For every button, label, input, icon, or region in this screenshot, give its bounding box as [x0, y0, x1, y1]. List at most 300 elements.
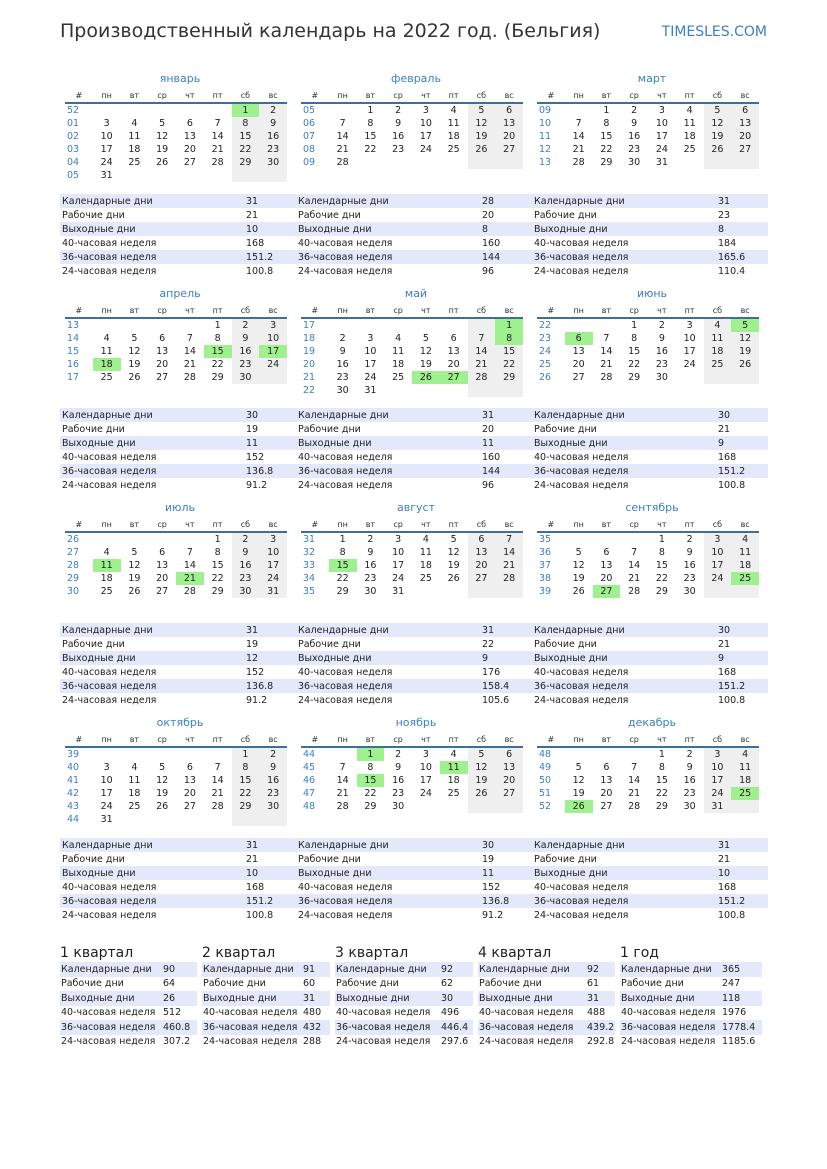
day-cell: 28	[600, 372, 613, 383]
stat-label: 24-часовая неделя	[298, 265, 393, 277]
week-number: 25	[539, 359, 552, 370]
stat-label: Выходные дни	[60, 436, 244, 450]
stat-label: Выходные дни	[296, 222, 480, 236]
day-cell: 8	[631, 333, 638, 344]
day-cell: 26	[128, 586, 141, 597]
week-number: 48	[303, 801, 316, 812]
day-cell: 6	[468, 532, 496, 546]
stat-value: 9	[716, 436, 768, 450]
day-cell: 9	[686, 547, 693, 558]
weekday-header: чт	[648, 304, 676, 318]
day-cell: 21	[628, 573, 641, 584]
day-cell: 2	[631, 105, 638, 116]
stat-value: 307.2	[163, 1036, 191, 1048]
site-link[interactable]: TIMESLES.COM	[661, 24, 767, 40]
day-cell: 30	[364, 586, 377, 597]
weekday-header: пн	[329, 518, 357, 532]
stat-label: Выходные дни	[296, 866, 480, 880]
empty-cell	[259, 813, 287, 826]
day-cell: 17	[364, 359, 377, 370]
day-cell: 4	[731, 747, 759, 761]
day-cell: 10	[259, 546, 287, 559]
day-cell: 2	[339, 333, 346, 344]
day-cell: 14	[211, 775, 224, 786]
stat-label: Рабочие дни	[298, 423, 361, 435]
day-cell: 7	[186, 547, 193, 558]
stat-label: 24-часовая неделя	[479, 1036, 574, 1048]
stat-value: 21	[246, 209, 259, 221]
stat-label: Выходные дни	[60, 991, 159, 1006]
day-cell: 24	[704, 572, 732, 585]
stat-value: 31	[244, 838, 296, 852]
weekday-header: вс	[495, 733, 523, 747]
stat-label: Выходные дни	[60, 651, 244, 665]
day-cell: 31	[392, 586, 405, 597]
stat-label: Рабочие дни	[534, 638, 597, 650]
stat-label: Календарные дни	[296, 408, 480, 422]
day-cell: 20	[156, 573, 169, 584]
day-cell: 7	[631, 547, 638, 558]
stat-label: 36-часовая неделя	[60, 464, 244, 478]
day-cell: 15	[329, 559, 357, 572]
day-cell: 11	[447, 118, 460, 129]
day-cell: 15	[364, 131, 377, 142]
day-cell: 11	[731, 761, 759, 774]
stat-value: 158.4	[480, 679, 532, 693]
day-cell: 29	[655, 586, 668, 597]
day-cell: 15	[655, 560, 668, 571]
day-cell: 6	[603, 547, 610, 558]
day-cell: 21	[336, 788, 349, 799]
weekday-header: вт	[357, 89, 385, 103]
stat-label: 36-часовая неделя	[60, 894, 244, 908]
stat-value: 432	[299, 1020, 330, 1035]
day-cell: 15	[655, 775, 668, 786]
day-cell: 8	[603, 118, 610, 129]
day-cell: 6	[731, 103, 759, 117]
day-cell: 2	[658, 320, 665, 331]
stat-value: 100.8	[718, 479, 746, 491]
empty-cell	[148, 318, 176, 332]
stat-value: 91.2	[246, 694, 268, 706]
day-cell: 7	[495, 532, 523, 546]
day-cell: 5	[159, 762, 166, 773]
weekday-header: вс	[731, 89, 759, 103]
empty-cell	[565, 318, 593, 332]
stat-value: 91	[299, 962, 330, 977]
day-cell: 6	[159, 547, 166, 558]
day-cell: 19	[468, 130, 496, 143]
empty-cell	[676, 156, 704, 169]
stat-value: 168	[718, 451, 737, 463]
weekday-header: сб	[704, 304, 732, 318]
stat-label: 40-часовая неделя	[479, 1007, 574, 1019]
day-cell: 12	[468, 761, 496, 774]
day-cell: 30	[232, 585, 260, 598]
weekday-header: #	[65, 304, 93, 318]
day-cell: 5	[159, 118, 166, 129]
day-cell: 17	[259, 559, 287, 572]
day-cell: 12	[704, 117, 732, 130]
weekday-header: пт	[204, 518, 232, 532]
day-cell: 31	[655, 157, 668, 168]
stat-label: 24-часовая неделя	[62, 694, 157, 706]
stat-label: 36-часовая неделя	[532, 464, 716, 478]
day-cell: 6	[603, 762, 610, 773]
day-cell: 11	[683, 118, 696, 129]
stat-label: Рабочие дни	[621, 978, 684, 990]
day-cell: 8	[214, 547, 221, 558]
stat-value: 10	[716, 866, 768, 880]
day-cell: 16	[259, 774, 287, 787]
day-cell: 6	[186, 762, 193, 773]
day-cell: 23	[683, 573, 696, 584]
day-cell: 9	[259, 117, 287, 130]
day-cell: 18	[93, 358, 121, 371]
day-cell: 3	[259, 318, 287, 332]
empty-cell	[731, 800, 759, 813]
day-cell: 19	[156, 788, 169, 799]
stat-value: 100.8	[246, 265, 274, 277]
day-cell: 18	[731, 774, 759, 787]
week-number: 35	[539, 534, 552, 545]
stat-value: 12	[244, 651, 296, 665]
week-number: 01	[67, 118, 80, 129]
day-cell: 21	[495, 559, 523, 572]
day-cell: 4	[103, 333, 110, 344]
day-cell: 19	[128, 573, 141, 584]
stat-value: 247	[722, 978, 741, 990]
day-cell: 27	[183, 157, 196, 168]
day-cell: 6	[495, 747, 523, 761]
stat-value: 1185.6	[722, 1036, 756, 1048]
weekday-header: пт	[676, 733, 704, 747]
day-cell: 21	[211, 144, 224, 155]
day-cell: 5	[575, 547, 582, 558]
day-cell: 4	[704, 318, 732, 332]
day-cell: 17	[419, 131, 432, 142]
weekday-header: сб	[468, 518, 496, 532]
week-number: 10	[539, 118, 552, 129]
empty-cell	[440, 384, 468, 397]
day-cell: 24	[364, 372, 377, 383]
quarter-3	[335, 944, 473, 1049]
stat-value: 31	[244, 623, 296, 637]
weekday-header: чт	[648, 89, 676, 103]
week-number: 14	[67, 333, 80, 344]
day-cell: 7	[186, 333, 193, 344]
stat-value: 19	[482, 853, 495, 865]
stat-label: 40-часовая неделя	[298, 237, 393, 249]
empty-cell	[384, 156, 412, 169]
empty-cell	[357, 318, 385, 332]
weekday-header: пн	[565, 518, 593, 532]
month-name: ноябрь	[395, 716, 437, 729]
empty-cell	[121, 532, 149, 546]
stat-label: Рабочие дни	[62, 209, 125, 221]
stat-label: Календарные дни	[532, 408, 716, 422]
empty-cell	[565, 532, 593, 546]
day-cell: 5	[731, 318, 759, 332]
stat-value: 19	[246, 423, 259, 435]
day-cell: 22	[232, 143, 260, 156]
month-name: июнь	[636, 287, 668, 300]
stat-value: 31	[244, 194, 296, 208]
stat-value: 30	[716, 408, 768, 422]
month-7	[65, 501, 295, 598]
empty-cell	[204, 813, 232, 826]
day-cell: 28	[468, 371, 496, 384]
week-number: 23	[539, 333, 552, 344]
month-stats	[532, 838, 768, 922]
stat-value: 60	[303, 978, 316, 990]
day-cell: 11	[440, 761, 468, 774]
month-stats	[296, 194, 532, 278]
stat-label: Календарные дни	[532, 194, 716, 208]
day-cell: 8	[339, 547, 346, 558]
stat-label: 36-часовая неделя	[620, 1020, 718, 1035]
month-name: апрель	[159, 287, 201, 300]
stat-label: Выходные дни	[202, 991, 299, 1006]
day-cell: 23	[628, 144, 641, 155]
day-cell: 3	[422, 105, 429, 116]
day-cell: 16	[683, 775, 696, 786]
weekday-header: вс	[731, 733, 759, 747]
stat-label: 36-часовая неделя	[532, 679, 716, 693]
day-cell: 19	[156, 144, 169, 155]
day-cell: 27	[600, 801, 613, 812]
day-cell: 14	[336, 131, 349, 142]
weekday-header: пт	[440, 518, 468, 532]
day-cell: 7	[603, 333, 610, 344]
weekday-header: #	[537, 304, 565, 318]
weekday-header: чт	[648, 518, 676, 532]
weekday-header: #	[65, 518, 93, 532]
day-cell: 16	[259, 130, 287, 143]
day-cell: 31	[704, 800, 732, 813]
weekday-header: чт	[412, 89, 440, 103]
week-number: 16	[67, 359, 80, 370]
day-cell: 10	[683, 333, 696, 344]
empty-cell	[204, 747, 232, 761]
month-name: февраль	[391, 72, 441, 85]
week-number: 06	[303, 118, 316, 129]
day-cell: 14	[628, 560, 641, 571]
stat-label: 24-часовая неделя	[62, 909, 157, 921]
day-cell: 12	[419, 346, 432, 357]
day-cell: 22	[655, 788, 668, 799]
stat-value: 91.2	[482, 909, 504, 921]
day-cell: 20	[495, 130, 523, 143]
weekday-header: пт	[440, 304, 468, 318]
weekday-header: пт	[204, 733, 232, 747]
empty-cell	[204, 103, 232, 117]
weekday-header: ср	[384, 518, 412, 532]
weekday-header: пн	[93, 304, 121, 318]
day-cell: 19	[128, 359, 141, 370]
stat-value: 30	[716, 623, 768, 637]
day-cell: 5	[131, 333, 138, 344]
quarter-5	[620, 944, 762, 1049]
weekday-header: вт	[121, 89, 149, 103]
day-cell: 8	[214, 333, 221, 344]
day-cell: 1	[339, 534, 346, 545]
day-cell: 9	[367, 547, 374, 558]
day-cell: 30	[628, 157, 641, 168]
week-number: 49	[539, 762, 552, 773]
day-cell: 25	[128, 801, 141, 812]
stat-value: 30	[437, 991, 473, 1006]
day-cell: 26	[412, 371, 440, 384]
day-cell: 19	[731, 345, 759, 358]
day-cell: 8	[367, 762, 374, 773]
stat-label: 24-часовая неделя	[534, 694, 629, 706]
week-number: 42	[67, 788, 80, 799]
weekday-header: чт	[412, 733, 440, 747]
day-cell: 28	[336, 801, 349, 812]
stat-label: 40-часовая неделя	[62, 237, 157, 249]
week-number: 36	[539, 547, 552, 558]
week-number: 17	[303, 320, 316, 331]
stat-value: 136.8	[480, 894, 532, 908]
stat-value: 168	[718, 881, 737, 893]
weekday-header: пн	[565, 89, 593, 103]
day-cell: 6	[159, 333, 166, 344]
day-cell: 21	[336, 144, 349, 155]
stat-label: 40-часовая неделя	[61, 1007, 156, 1019]
empty-cell	[440, 585, 468, 598]
day-cell: 17	[392, 560, 405, 571]
empty-cell	[259, 371, 287, 384]
weekday-header: вт	[357, 518, 385, 532]
day-cell: 28	[211, 157, 224, 168]
stat-label: Рабочие дни	[62, 638, 125, 650]
stat-label: 36-часовая неделя	[60, 250, 244, 264]
weekday-header: вт	[121, 733, 149, 747]
day-cell: 27	[495, 787, 523, 800]
stat-label: Рабочие дни	[298, 853, 361, 865]
empty-cell	[704, 585, 732, 598]
day-cell: 30	[683, 801, 696, 812]
stat-label: Рабочие дни	[203, 978, 266, 990]
day-cell: 19	[572, 788, 585, 799]
day-cell: 29	[211, 372, 224, 383]
empty-cell	[620, 747, 648, 761]
weekday-header: вс	[259, 304, 287, 318]
day-cell: 2	[232, 318, 260, 332]
day-cell: 28	[495, 572, 523, 585]
week-number: 12	[539, 144, 552, 155]
stat-value: 1778.4	[718, 1020, 762, 1035]
stat-label: Рабочие дни	[298, 638, 361, 650]
quarter-4	[478, 944, 615, 1049]
empty-cell	[176, 747, 204, 761]
day-cell: 8	[232, 117, 260, 130]
week-number: 43	[67, 801, 80, 812]
day-cell: 22	[211, 359, 224, 370]
day-cell: 16	[336, 359, 349, 370]
week-number: 13	[67, 320, 80, 331]
day-cell: 25	[392, 372, 405, 383]
stat-value: 136.8	[244, 679, 296, 693]
day-cell: 29	[364, 801, 377, 812]
day-cell: 24	[419, 144, 432, 155]
stat-label: 36-часовая неделя	[335, 1020, 437, 1035]
day-cell: 13	[183, 131, 196, 142]
stat-label: Рабочие дни	[534, 209, 597, 221]
empty-cell	[148, 532, 176, 546]
day-cell: 17	[655, 131, 668, 142]
quarter-stats	[335, 962, 473, 1049]
stat-value: 31	[716, 838, 768, 852]
day-cell: 23	[655, 359, 668, 370]
month-1	[65, 72, 295, 182]
day-cell: 26	[704, 143, 732, 156]
day-cell: 8	[367, 118, 374, 129]
day-cell: 12	[731, 332, 759, 345]
empty-cell	[731, 371, 759, 384]
day-cell: 17	[100, 788, 113, 799]
day-cell: 3	[422, 749, 429, 760]
day-cell: 2	[395, 749, 402, 760]
week-number: 02	[67, 131, 80, 142]
week-number: 48	[539, 749, 552, 760]
empty-cell	[329, 318, 357, 332]
stat-label: 40-часовая неделя	[203, 1007, 298, 1019]
stat-value: 110.4	[718, 265, 746, 277]
day-cell: 18	[704, 345, 732, 358]
weekday-header: вс	[495, 518, 523, 532]
stat-value: 19	[246, 638, 259, 650]
month-stats	[532, 194, 768, 278]
empty-cell	[495, 585, 523, 598]
weekday-header: пт	[204, 304, 232, 318]
day-cell: 10	[419, 118, 432, 129]
empty-cell	[412, 156, 440, 169]
stat-value: 144	[480, 464, 532, 478]
day-cell: 26	[447, 573, 460, 584]
week-number: 21	[303, 372, 316, 383]
stat-label: 40-часовая неделя	[534, 666, 629, 678]
stat-value: 8	[716, 222, 768, 236]
stat-value: 1976	[722, 1007, 747, 1019]
weekday-header: ср	[620, 89, 648, 103]
day-cell: 1	[232, 103, 260, 117]
stat-value: 151.2	[716, 894, 768, 908]
day-cell: 8	[495, 332, 523, 345]
month-name: декабрь	[627, 716, 676, 729]
stat-label: Календарные дни	[335, 962, 437, 977]
week-number: 07	[303, 131, 316, 142]
empty-cell	[204, 169, 232, 182]
stat-label: 36-часовая неделя	[203, 1021, 298, 1033]
day-cell: 22	[628, 359, 641, 370]
day-cell: 1	[603, 105, 610, 116]
weekday-header: вт	[357, 304, 385, 318]
day-cell: 13	[600, 560, 613, 571]
stat-value: 8	[480, 222, 532, 236]
stat-value: 496	[441, 1007, 460, 1019]
day-cell: 18	[447, 775, 460, 786]
weekday-header: вт	[593, 89, 621, 103]
empty-cell	[121, 747, 149, 761]
month-name: май	[404, 287, 428, 300]
day-cell: 4	[395, 333, 402, 344]
day-cell: 17	[100, 144, 113, 155]
day-cell: 13	[731, 117, 759, 130]
day-cell: 8	[232, 761, 260, 774]
day-cell: 28	[336, 157, 349, 168]
